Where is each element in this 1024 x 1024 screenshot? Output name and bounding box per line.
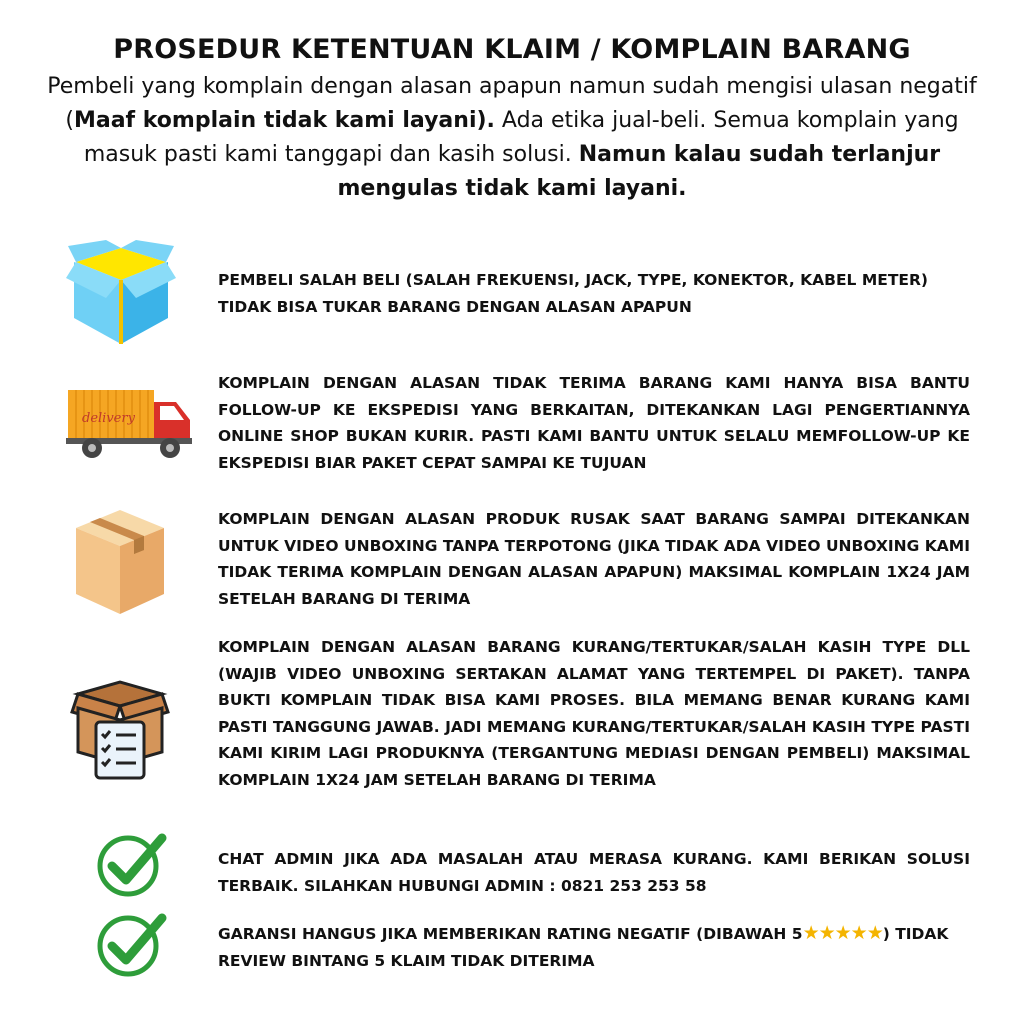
truck-label: delivery [82,411,135,426]
rule-text: KOMPLAIN DENGAN ALASAN BARANG KURANG/TERTUKAR/SALAH KASIH TYPE DLL (WAJIB VIDEO UNBOXING SERTAKAN ALAMAT YANG TERTEMPEL DI PAKET). TANPA BUKTI KOMPLAIN TIDAK BISA KAMI PROSES. BILA MEMANG BENAR KURANG KAMI PASTI TANGGUNG JAWAB. JADI MEMANG KURANG/TERTUKAR/SALAH KASIH TYPE PASTI KAMI KIRIM LAGI PRODUKNYA (TERGANTUNG MEDIASI DENGAN PEMBELI) MAKSIMAL KOMPLAIN 1X24 JAM SETELAH BARANG DI TERIMA [218,638,970,789]
intro-bold-2: Namun kalau sudah terlanjur mengulas tidak kami layani. [337,142,941,201]
warranty-text-2: ) TIDAK REVIEW BINTANG 5 KLAIM TIDAK DITERIMA [218,925,949,970]
intro-bold-1: Maaf komplain tidak kami layani). [73,108,495,133]
warranty-text-1: GARANSI HANGUS JIKA MEMBERIKAN RATING NEGATIF (DIBAWAH 5 [218,925,803,943]
header [20,30,1004,206]
rule-text: CHAT ADMIN JIKA ADA MASALAH ATAU MERASA KURANG. KAMI BERIKAN SOLUSI TERBAIK. SILAHKAN HUBUNGI ADMIN : 0821 253 253 58 [218,850,970,895]
rule-text: PEMBELI SALAH BELI (SALAH FREKUENSI, JACK, TYPE, KONEKTOR, KABEL METER) TIDAK BISA TUKAR BARANG DENGAN ALASAN APAPUN [218,271,929,316]
intro-text-1: Pembeli yang komplain dengan alasan apapun namun sudah mengisi ulasan negatif ( [47,74,977,133]
page-title: PROSEDUR KETENTUAN KLAIM / KOMPLAIN BARANG [113,34,911,65]
box-checklist-icon [70,678,170,786]
rule-text: KOMPLAIN DENGAN ALASAN PRODUK RUSAK SAAT BARANG SAMPAI DITEKANKAN UNTUK VIDEO UNBOXING TANPA TERPOTONG (JIKA TIDAK ADA VIDEO UNBOXING KAMI TIDAK TERIMA KOMPLAIN DENGAN ALASAN APAPUN) MAKSIMAL KOMPLAIN 1X24 JAM SETELAH BARANG DI TERIMA [218,510,970,608]
open-box-icon [66,240,176,352]
five-star-icon: ★★★★★ [802,922,883,944]
rule-text: KOMPLAIN DENGAN ALASAN TIDAK TERIMA BARANG KAMI HANYA BISA BANTU FOLLOW-UP KE EKSPEDISI YANG BERKAITAN, DITEKANKAN LAGI PENGERTIANNYA ONLINE SHOP BUKAN KURIR. PASTI KAMI BANTU UNTUK SELALU MEMFOLLOW-UP KE EKSPEDISI BIAR PAKET CEPAT SAMPAI KE TUJUAN [218,374,970,472]
delivery-truck-icon [66,388,194,464]
green-check-icon [96,912,168,982]
intro-text-2: Ada etika jual-beli. Semua komplain yang masuk pasti kami tanggapi dan kasih solusi. [83,108,959,167]
intro-paragraph [20,70,1004,206]
rule-text [218,920,970,974]
green-check-icon [96,832,168,902]
cardboard-box-icon [74,510,166,618]
